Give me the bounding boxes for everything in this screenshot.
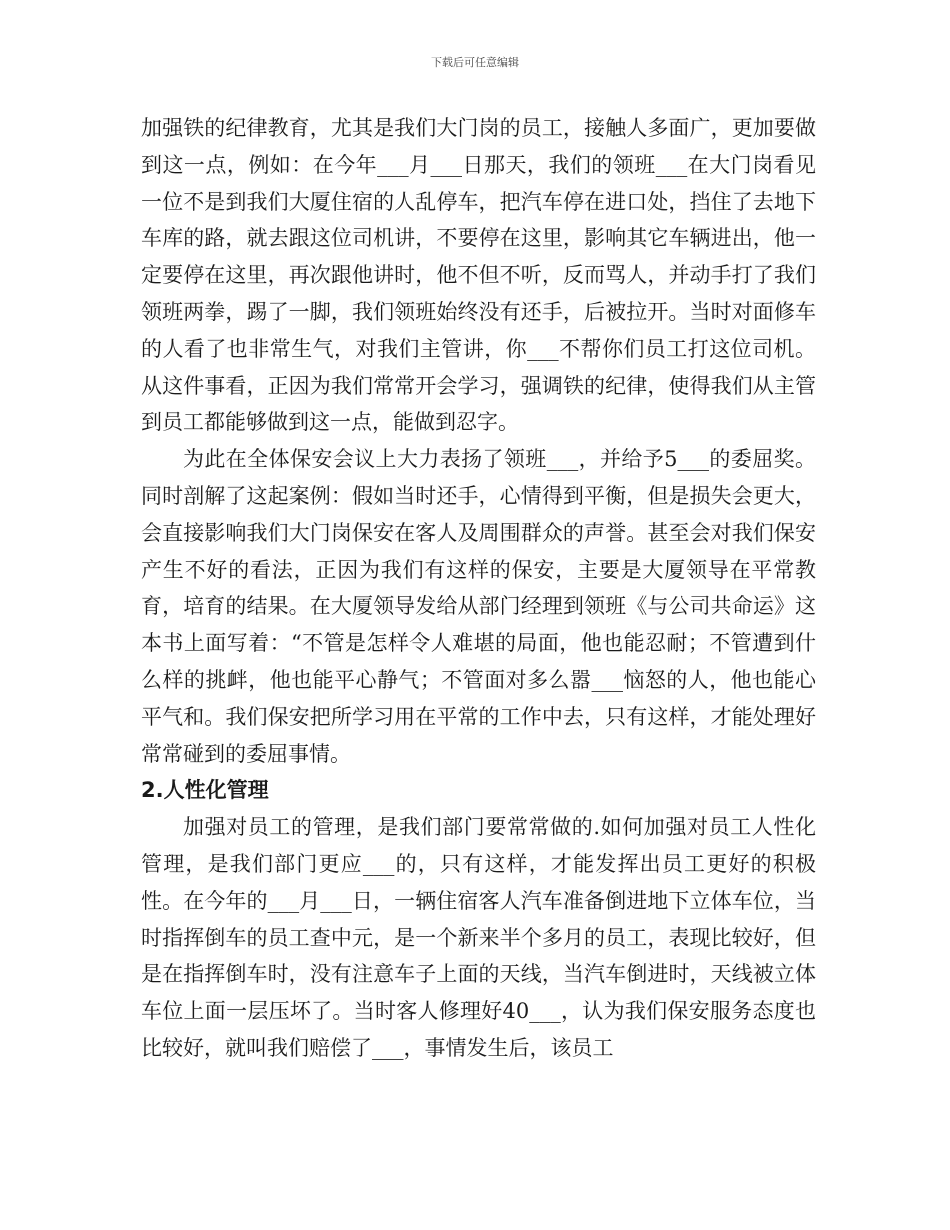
section-heading: 2.人性化管理 — [141, 778, 269, 803]
paragraph-humanized-management: 加强对员工的管理，是我们部门要常常做的.如何加强对员工人性化管理，是我们部门更应___的，只有这样，才能发挥出员工更好的积极性。在今年的___月___日，一辆住宿客人汽车准备倒进地下立体车位，当时指挥倒车的员工查中元，是一个新来半个多月的员工，表现比较好，但是在指挥倒车时，没有注意车子上面的天线，当汽车倒进时，天线被立体车位上面一层压坏了。当时客人修理好40___，认为我们保安服务态度也比较好，就叫我们赔偿了___，事情发生后，该员工 — [141, 815, 816, 1060]
document-body — [141, 110, 816, 1067]
page-header: 下载后可任意编辑 — [431, 56, 519, 69]
paragraph-discipline: 加强铁的纪律教育，尤其是我们大门岗的员工，接触人多面广，更加要做到这一点，例如：在今年___月___日那天，我们的领班___在大门岗看见一位不是到我们大厦住宿的人乱停车，把汽车停在进口处，挡住了去地下车库的路，就去跟这位司机讲，不要停在这里，影响其它车辆进出，他一定要停在这里，再次跟他讲时，他不但不听，反而骂人，并动手打了我们领班两拳，踢了一脚，我们领班始终没有还手，后被拉开。当时对面修车的人看了也非常生气，对我们主管讲，你___不帮你们员工打这位司机。从这件事看，正因为我们常常开会学习，强调铁的纪律，使得我们从主管到员工都能够做到这一点，能做到忍字。 — [141, 116, 816, 435]
paragraph-commendation: 为此在全体保安会议上大力表扬了领班___，并给予5___的委屈奖。同时剖解了这起案例：假如当时还手，心情得到平衡，但是损失会更大，会直接影响我们大门岗保安在客人及周围群众的声誉。甚至会对我们保安产生不好的看法，正因为我们有这样的保安，主要是大厦领导在平常教育，培育的结果。在大厦领导发给从部门经理到领班《与公司共命运》这本书上面写着：“不管是怎样令人难堪的局面，他也能忍耐；不管遭到什么样的挑衅，他也能平心静气；不管面对多么嚣___恼怒的人，他也能心平气和。我们保安把所学习用在平常的工作中去，只有这样，才能处理好常常碰到的委屈事情。 — [141, 447, 816, 766]
